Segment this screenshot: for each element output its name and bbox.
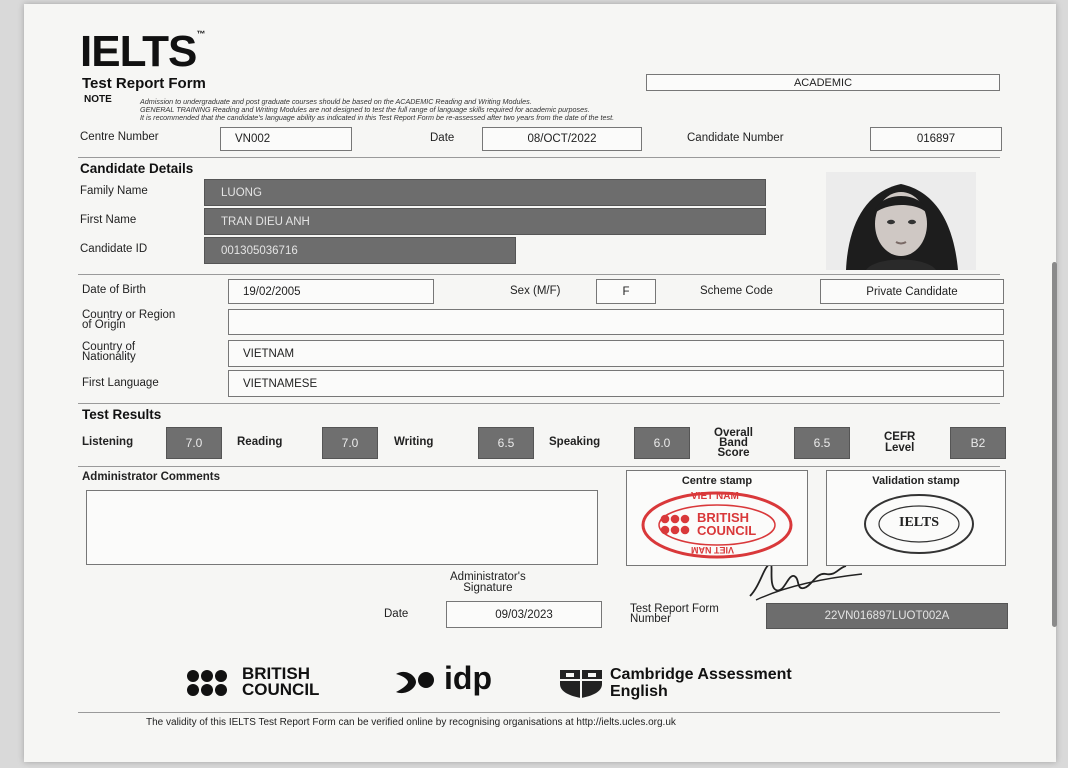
scheme-code-label: Scheme Code (700, 285, 773, 297)
admin-signature-label-line: Signature (463, 582, 513, 594)
note-line-2: GENERAL TRAINING Reading and Writing Modules are not designed to test the full range of language skills required for academic purposes. (140, 105, 590, 114)
cefr-label (884, 432, 915, 454)
nationality-label-line: Country of (82, 341, 136, 353)
candidate-id-label: Candidate ID (80, 243, 148, 255)
scheme-code-field: Private Candidate (820, 279, 1004, 304)
candidate-id-field: 001305036716 (204, 237, 516, 264)
british-council-dots-icon (186, 668, 238, 698)
candidate-details-title: Candidate Details (80, 161, 194, 176)
centre-stamp-box (626, 470, 808, 566)
admin-signature-label-line: Administrator's (450, 571, 526, 583)
note-line-3: It is recommended that the candidate's language ability as indicated in this Test Report Form be re-assessed after two years from the date of the test. (140, 113, 615, 122)
reading-label: Reading (237, 436, 283, 448)
admin-signature-label (450, 572, 526, 594)
cefr-label-line: Level (884, 442, 915, 454)
overall-label-line: Band (719, 437, 748, 449)
stamp-main-line: COUNCIL (697, 523, 757, 538)
validation-stamp-box (826, 470, 1006, 566)
overall-label (714, 428, 753, 458)
note-line-1: Admission to undergraduate and post graduate courses should be based on the ACADEMIC Reading and Writing Modules. (140, 97, 532, 106)
date-label: Date (430, 132, 455, 144)
sex-label: Sex (M/F) (510, 285, 561, 297)
test-results-title: Test Results (82, 407, 162, 422)
first-name-label: First Name (80, 214, 137, 226)
cefr-level: B2 (950, 427, 1006, 459)
validation-stamp-title: Validation stamp (872, 475, 960, 487)
validation-stamp (863, 493, 975, 555)
british-council-stamp (641, 491, 793, 559)
first-language-label: First Language (82, 377, 159, 389)
reading-score: 7.0 (322, 427, 378, 459)
british-council-wordmark (242, 666, 319, 698)
admin-comments-box (86, 490, 598, 565)
module-box: ACADEMIC (646, 74, 1000, 91)
writing-score: 6.5 (478, 427, 534, 459)
test-date-field: 08/OCT/2022 (482, 127, 642, 151)
candidate-number-label: Candidate Number (687, 132, 784, 144)
family-name-label: Family Name (80, 185, 148, 197)
speaking-label: Speaking (549, 436, 601, 448)
trf-number-label-line: Number (630, 613, 671, 625)
validation-stamp-text: IELTS (899, 515, 939, 530)
cambridge-wordmark-line: Cambridge Assessment (610, 666, 792, 683)
validity-text: The validity of this IELTS Test Report Form can be verified online by recognising organisations at http://ielts.ucles.org.uk (146, 717, 676, 728)
first-name-field: TRAN DIEU ANH (204, 208, 766, 235)
divider (78, 712, 1000, 713)
cefr-label-line: CEFR (884, 431, 916, 443)
nationality-label (82, 342, 136, 362)
centre-stamp-title: Centre stamp (681, 475, 753, 487)
cambridge-wordmark-line: English (610, 683, 668, 700)
candidate-number-field: 016897 (870, 127, 1002, 151)
centre-number-field: VN002 (220, 127, 352, 151)
listening-score: 7.0 (166, 427, 222, 459)
divider (78, 403, 1000, 404)
stamp-main-text (697, 511, 756, 537)
speaking-score: 6.0 (634, 427, 690, 459)
test-report-form-page (24, 4, 1056, 762)
stamp-main-line: BRITISH (697, 510, 749, 525)
sex-field: F (596, 279, 656, 304)
ielts-logo-text: IELTS (80, 27, 197, 76)
first-language-field: VIETNAMESE (228, 370, 1004, 397)
overall-label-line: Overall (714, 427, 753, 439)
candidate-photo (826, 172, 976, 270)
overall-label-line: Score (717, 447, 750, 459)
family-name-field: LUONG (204, 179, 766, 206)
cambridge-wordmark (610, 666, 792, 700)
ielts-logo: IELTS™ (80, 27, 205, 76)
dob-field: 19/02/2005 (228, 279, 434, 304)
centre-number-label: Centre Number (80, 131, 159, 143)
divider (78, 274, 1000, 275)
nationality-label-line: Nationality (82, 351, 136, 363)
country-region-label-line: of Origin (82, 319, 126, 331)
listening-label: Listening (82, 436, 134, 448)
admin-comments-title: Administrator Comments (82, 471, 221, 483)
admin-date-label: Date (384, 608, 409, 620)
writing-label: Writing (394, 436, 434, 448)
nationality-field: VIETNAM (228, 340, 1004, 367)
form-title: Test Report Form (82, 75, 206, 92)
trf-number-label (630, 604, 719, 624)
stamp-bottom-text: VIET NAM (691, 545, 735, 555)
idp-mark-icon (394, 666, 438, 700)
bc-wordmark-line: COUNCIL (242, 680, 320, 699)
dob-label: Date of Birth (82, 284, 146, 296)
vertical-scrollbar[interactable] (1052, 262, 1057, 627)
trf-number-field: 22VN016897LUOT002A (766, 603, 1008, 629)
admin-date-field: 09/03/2023 (446, 601, 602, 628)
cambridge-shield-icon (558, 668, 604, 698)
note-label: NOTE (84, 94, 112, 105)
country-region-field (228, 309, 1004, 335)
overall-score: 6.5 (794, 427, 850, 459)
idp-wordmark: idp (444, 660, 492, 696)
country-region-label-line: Country or Region (82, 309, 176, 321)
divider (78, 157, 1000, 158)
trf-number-label-line: Test Report Form (630, 603, 719, 615)
stamp-top-text: VIET NAM (691, 491, 739, 502)
country-region-label (82, 310, 175, 330)
bc-wordmark-line: BRITISH (242, 664, 310, 683)
divider (78, 466, 1000, 467)
